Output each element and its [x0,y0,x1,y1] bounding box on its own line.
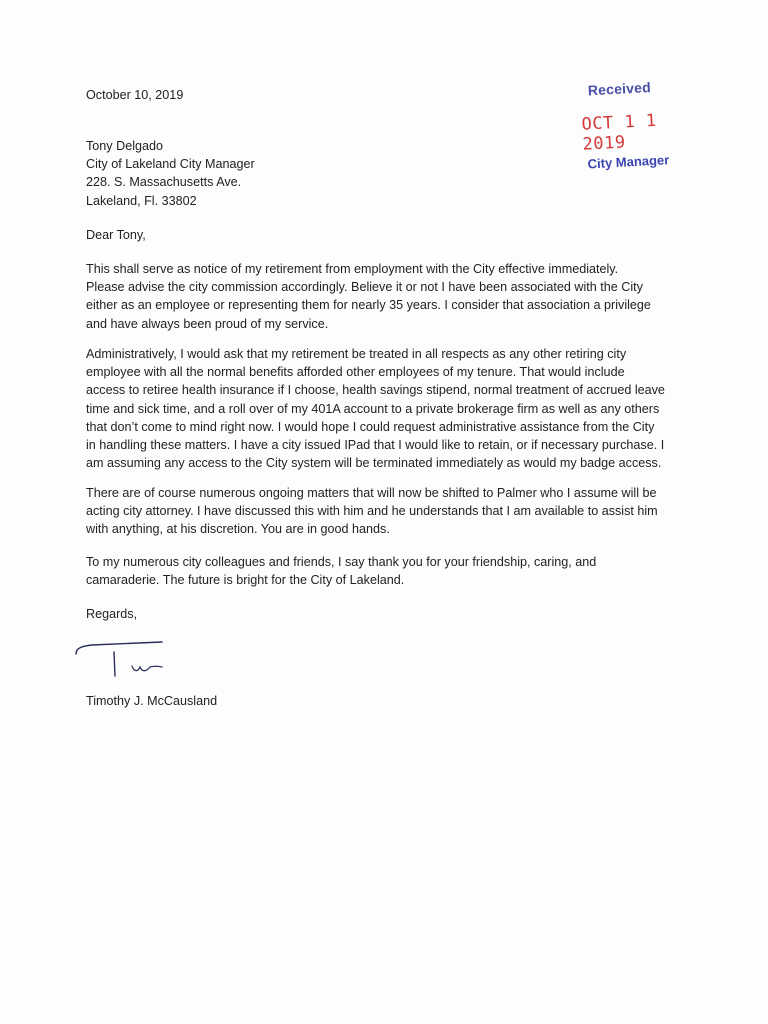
paragraph-line: either as an employee or representing them for nearly 35 years. I consider that association a privilege [86,298,651,313]
paragraph-line: with anything, at his discretion. You are in good hands. [86,522,390,537]
recipient-title: City of Lakeland City Manager [86,157,255,172]
recipient-address-line1: 228. S. Massachusetts Ave. [86,175,242,190]
stamp-received-label: Received [587,79,652,99]
paragraph-line: am assuming any access to the City system will be terminated immediately as would my badge access. [86,456,662,471]
paragraph-line: To my numerous city colleagues and friends, I say thank you for your friendship, caring, and [86,555,597,569]
paragraph-line: employee with all the normal benefits afforded other employees of my tenure. That would include [86,365,625,380]
closing: Regards, [86,607,138,621]
signature [72,636,172,680]
paragraph-4 [86,553,596,589]
paragraph-line: Please advise the city commission accordingly. Believe it or not I have been associated with the City [86,280,643,295]
paragraph-line: in handling these matters. I have a city issued IPad that I would like to retain, or if necessary purchase. I [86,438,665,453]
salutation: Dear Tony, [86,228,146,242]
paragraph-line: There are of course numerous ongoing matters that will now be shifted to Palmer who I assume will be [86,486,657,500]
paragraph-2 [86,345,665,472]
paragraph-line: that don’t come to mind right now. I would hope I could request administrative assistance from the City [86,419,655,434]
received-stamp [575,73,693,189]
paragraph-line: camaraderie. The future is bright for the City of Lakeland. [86,573,405,588]
stamp-date: OCT 1 1 2019 [581,110,658,155]
paragraph-line: This shall serve as notice of my retirement from employment with the City effective immediately. [86,262,619,276]
paragraph-line: time and sick time, and a roll over of my 401A account to a private brokerage firm as well as any others [86,401,660,416]
paragraph-line: and have always been proud of my service. [86,316,329,331]
recipient-address-line2: Lakeland, Fl. 33802 [86,193,197,208]
recipient-name: Tony Delgado [86,139,164,153]
paragraph-line: Administratively, I would ask that my retirement be treated in all respects as any other retiring city [86,347,627,361]
signer-name: Timothy J. McCausland [86,694,218,708]
paragraph-3 [86,484,658,539]
letter-date: October 10, 2019 [86,88,184,102]
stamp-office: City Manager [587,152,670,172]
paragraph-line: acting city attorney. I have discussed this with him and he understands that I am available to assist him [86,504,658,519]
paragraph-1 [86,260,651,333]
paragraph-line: access to retiree health insurance if I choose, health savings stipend, normal treatment of accrued leave [86,383,665,398]
recipient-address [86,137,255,210]
